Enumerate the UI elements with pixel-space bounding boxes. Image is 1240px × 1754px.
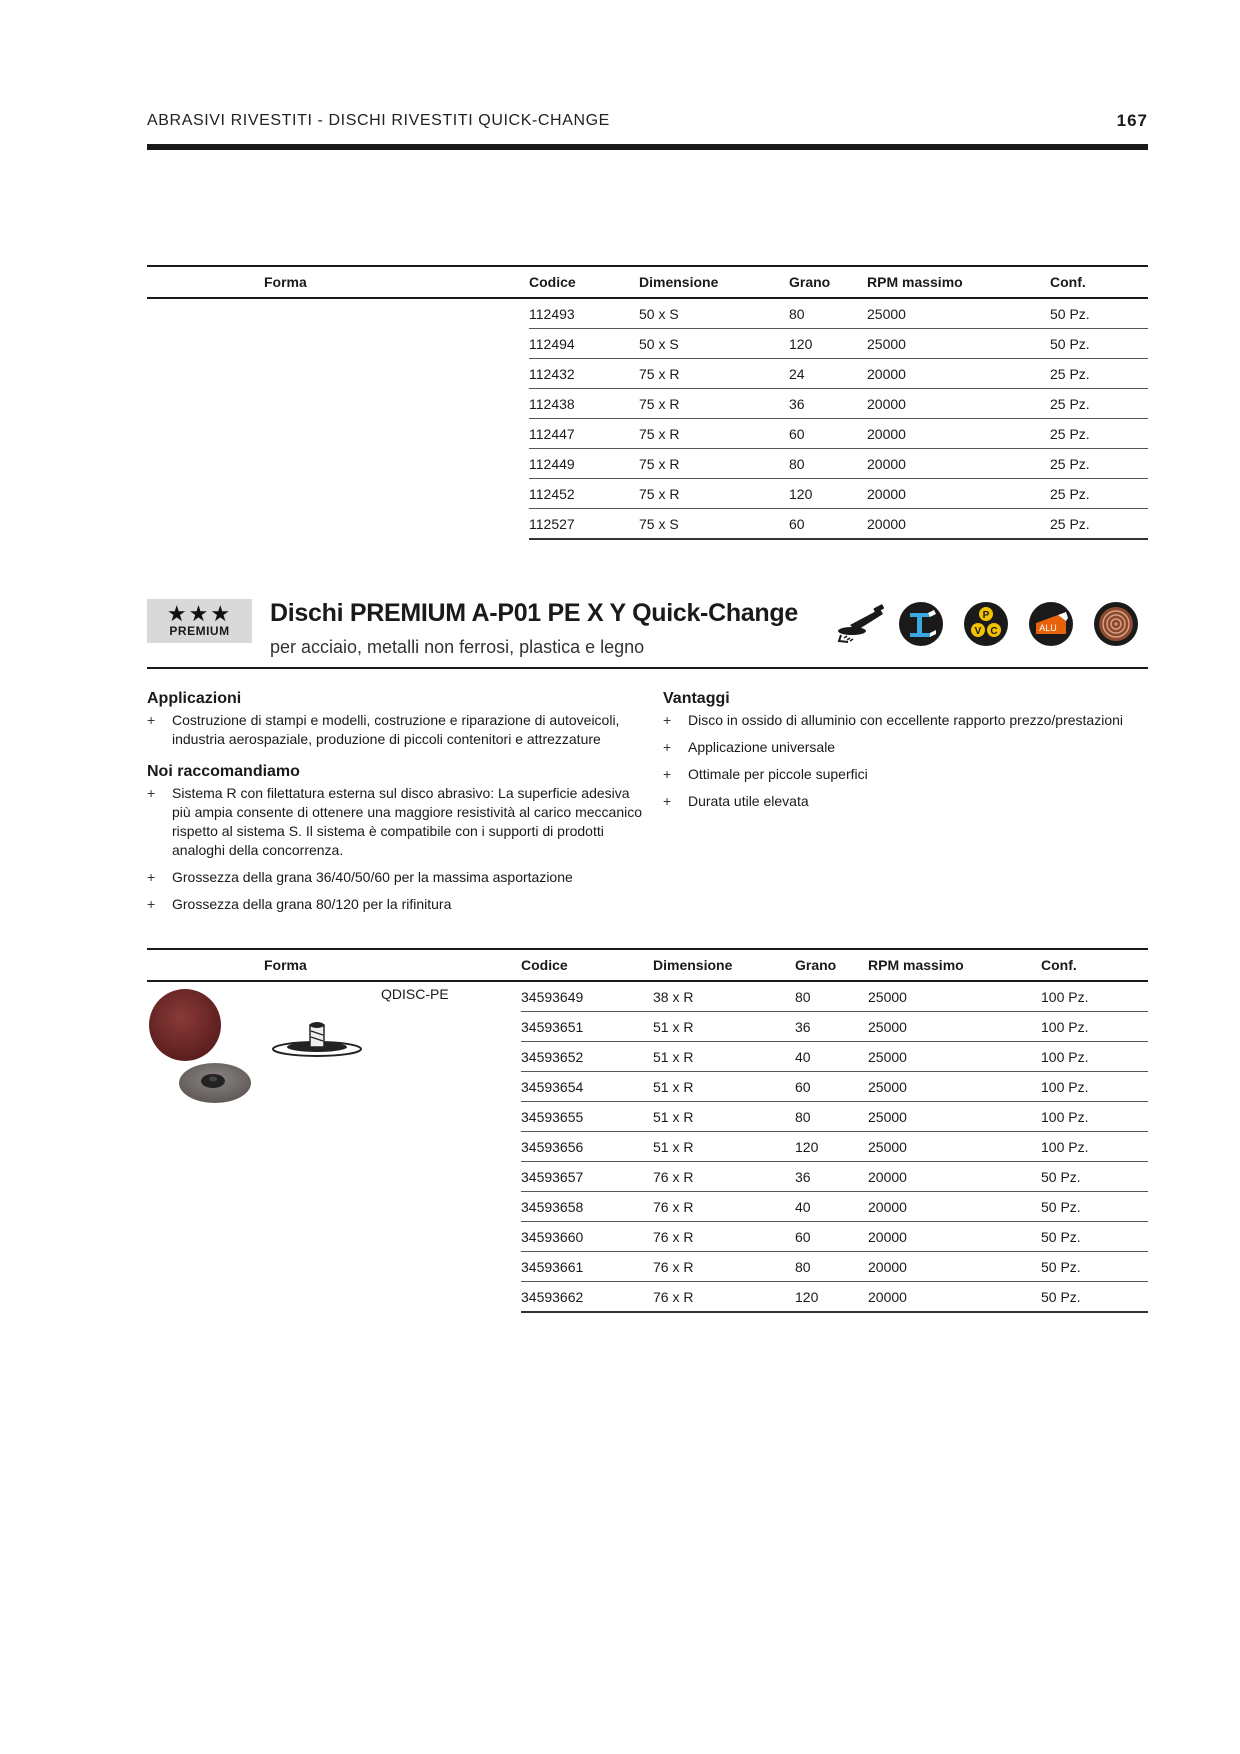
cell-dimensione: 76 x R bbox=[653, 1162, 795, 1192]
cell-rpm: 25000 bbox=[868, 1042, 1041, 1072]
cell-conf: 50 Pz. bbox=[1041, 1222, 1148, 1252]
product-subtitle: per acciaio, metalli non ferrosi, plastica e legno bbox=[270, 637, 645, 657]
cell-rpm: 20000 bbox=[867, 419, 1050, 449]
col-forma: Forma bbox=[147, 266, 529, 298]
list-item: + Ottimale per piccole superfici bbox=[663, 765, 1163, 784]
wood-icon bbox=[1093, 601, 1139, 647]
cell-grano: 80 bbox=[795, 1102, 868, 1132]
cell-rpm: 20000 bbox=[867, 479, 1050, 509]
cell-dimensione: 75 x S bbox=[639, 509, 789, 540]
cell-grano: 120 bbox=[789, 479, 867, 509]
cell-grano: 80 bbox=[795, 981, 868, 1012]
cell-codice: 34593662 bbox=[521, 1282, 653, 1313]
col-forma: Forma bbox=[147, 949, 521, 981]
cell-grano: 24 bbox=[789, 359, 867, 389]
cell-rpm: 20000 bbox=[867, 509, 1050, 540]
cell-conf: 50 Pz. bbox=[1041, 1162, 1148, 1192]
cell-rpm: 25000 bbox=[868, 1012, 1041, 1042]
header-rule bbox=[147, 144, 1148, 150]
cell-rpm: 20000 bbox=[867, 389, 1050, 419]
alu-label: ALU bbox=[1039, 623, 1057, 633]
cell-conf: 25 Pz. bbox=[1050, 359, 1148, 389]
pvc-letter-p: P bbox=[982, 610, 990, 621]
col-codice: Codice bbox=[521, 949, 653, 981]
right-column bbox=[663, 690, 1163, 819]
aluminium-icon bbox=[1028, 601, 1074, 647]
cell-codice: 34593658 bbox=[521, 1192, 653, 1222]
cell-codice: 34593649 bbox=[521, 981, 653, 1012]
cell-dimensione: 75 x R bbox=[639, 419, 789, 449]
cell-grano: 60 bbox=[789, 509, 867, 540]
cell-rpm: 25000 bbox=[868, 981, 1041, 1012]
cell-rpm: 20000 bbox=[868, 1162, 1041, 1192]
cell-codice: 112432 bbox=[529, 359, 639, 389]
cell-codice: 34593657 bbox=[521, 1162, 653, 1192]
cell-grano: 80 bbox=[789, 298, 867, 329]
premium-badge bbox=[147, 599, 252, 643]
cell-grano: 40 bbox=[795, 1192, 868, 1222]
cell-grano: 120 bbox=[795, 1282, 868, 1313]
col-rpm: RPM massimo bbox=[867, 266, 1050, 298]
cell-grano: 60 bbox=[795, 1222, 868, 1252]
cell-conf: 100 Pz. bbox=[1041, 1012, 1148, 1042]
cell-conf: 50 Pz. bbox=[1041, 1252, 1148, 1282]
cell-codice: 112438 bbox=[529, 389, 639, 419]
raccomandiamo-list bbox=[147, 784, 652, 914]
table-row bbox=[147, 981, 1148, 1012]
col-conf: Conf. bbox=[1041, 949, 1148, 981]
cell-dimensione: 51 x R bbox=[653, 1132, 795, 1162]
cell-codice: 34593656 bbox=[521, 1132, 653, 1162]
cell-dimensione: 75 x R bbox=[639, 479, 789, 509]
applicazioni-heading: Applicazioni bbox=[147, 690, 242, 707]
cell-dimensione: 51 x R bbox=[653, 1072, 795, 1102]
cell-grano: 60 bbox=[795, 1072, 868, 1102]
cell-grano: 36 bbox=[795, 1012, 868, 1042]
cell-codice: 112494 bbox=[529, 329, 639, 359]
cell-rpm: 20000 bbox=[868, 1222, 1041, 1252]
cell-codice: 112447 bbox=[529, 419, 639, 449]
cell-conf: 100 Pz. bbox=[1041, 1102, 1148, 1132]
cell-codice: 34593660 bbox=[521, 1222, 653, 1252]
cell-rpm: 20000 bbox=[868, 1282, 1041, 1313]
cell-conf: 25 Pz. bbox=[1050, 509, 1148, 540]
product-table-2 bbox=[147, 948, 1148, 1313]
col-rpm: RPM massimo bbox=[868, 949, 1041, 981]
cell-rpm: 20000 bbox=[868, 1252, 1041, 1282]
col-conf: Conf. bbox=[1050, 266, 1148, 298]
vantaggi-heading: Vantaggi bbox=[663, 690, 730, 707]
cell-conf: 25 Pz. bbox=[1050, 449, 1148, 479]
list-item: + Durata utile elevata bbox=[663, 792, 1163, 811]
col-dimensione: Dimensione bbox=[653, 949, 795, 981]
product-rule bbox=[147, 667, 1148, 669]
cell-grano: 80 bbox=[795, 1252, 868, 1282]
cell-rpm: 25000 bbox=[868, 1072, 1041, 1102]
cell-codice: 112449 bbox=[529, 449, 639, 479]
list-item: + Costruzione di stampi e modelli, costruzione e riparazione di autoveicoli, industria aerospaziale, produzione di piccoli contenitori e attrezzature bbox=[147, 711, 652, 749]
cell-rpm: 20000 bbox=[867, 359, 1050, 389]
cell-grano: 40 bbox=[795, 1042, 868, 1072]
qdisc-holder-image bbox=[270, 1017, 365, 1062]
vantaggi-list bbox=[663, 711, 1163, 811]
product-table-1 bbox=[147, 265, 1148, 540]
cell-codice: 34593654 bbox=[521, 1072, 653, 1102]
cell-codice: 112452 bbox=[529, 479, 639, 509]
cell-dimensione: 50 x S bbox=[639, 329, 789, 359]
header-title: ABRASIVI RIVESTITI - DISCHI RIVESTITI QUICK-CHANGE bbox=[147, 112, 610, 129]
cell-dimensione: 51 x R bbox=[653, 1012, 795, 1042]
cell-dimensione: 76 x R bbox=[653, 1192, 795, 1222]
cell-rpm: 20000 bbox=[867, 449, 1050, 479]
product-title: Dischi PREMIUM A-P01 PE X Y Quick-Change bbox=[270, 599, 798, 627]
cell-conf: 100 Pz. bbox=[1041, 1042, 1148, 1072]
cell-rpm: 20000 bbox=[868, 1192, 1041, 1222]
cell-codice: 34593651 bbox=[521, 1012, 653, 1042]
cell-grano: 36 bbox=[789, 389, 867, 419]
list-item: + Grossezza della grana 80/120 per la rifinitura bbox=[147, 895, 652, 914]
steel-icon bbox=[898, 601, 944, 647]
cell-grano: 60 bbox=[789, 419, 867, 449]
col-codice: Codice bbox=[529, 266, 639, 298]
cell-conf: 25 Pz. bbox=[1050, 479, 1148, 509]
cell-grano: 120 bbox=[795, 1132, 868, 1162]
cell-codice: 34593652 bbox=[521, 1042, 653, 1072]
cell-conf: 100 Pz. bbox=[1041, 981, 1148, 1012]
cell-codice: 34593655 bbox=[521, 1102, 653, 1132]
cell-grano: 80 bbox=[789, 449, 867, 479]
cell-rpm: 25000 bbox=[868, 1102, 1041, 1132]
pvc-letter-c: C bbox=[990, 626, 998, 637]
cell-rpm: 25000 bbox=[867, 329, 1050, 359]
cell-dimensione: 75 x R bbox=[639, 449, 789, 479]
cell-codice: 112527 bbox=[529, 509, 639, 540]
table-row bbox=[147, 298, 1148, 329]
premium-stars: ★★★ bbox=[166, 601, 233, 626]
cell-grano: 36 bbox=[795, 1162, 868, 1192]
cell-dimensione: 75 x R bbox=[639, 359, 789, 389]
cell-codice: 112493 bbox=[529, 298, 639, 329]
cell-rpm: 25000 bbox=[868, 1132, 1041, 1162]
page-number: 167 bbox=[1116, 111, 1148, 130]
col-dimensione: Dimensione bbox=[639, 266, 789, 298]
list-item: + Sistema R con filettatura esterna sul disco abrasivo: La superficie adesiva più ampia consente di ottenere una maggiore resistività al carico meccanico rispetto al sistema S. Il sistema è compatibile con i supporti di prodotti analoghi della concorrenza. bbox=[147, 784, 652, 860]
cell-codice: 34593661 bbox=[521, 1252, 653, 1282]
premium-label: PREMIUM bbox=[169, 624, 230, 638]
cell-conf: 50 Pz. bbox=[1050, 329, 1148, 359]
cell-conf: 25 Pz. bbox=[1050, 389, 1148, 419]
cell-dimensione: 51 x R bbox=[653, 1102, 795, 1132]
forma-cell bbox=[147, 981, 521, 1312]
list-item: + Disco in ossido di alluminio con eccellente rapporto prezzo/prestazioni bbox=[663, 711, 1163, 730]
cell-grano: 120 bbox=[789, 329, 867, 359]
list-item: + Applicazione universale bbox=[663, 738, 1163, 757]
cell-dimensione: 38 x R bbox=[653, 981, 795, 1012]
table-header-row bbox=[147, 266, 1148, 298]
cell-dimensione: 75 x R bbox=[639, 389, 789, 419]
cell-dimensione: 76 x R bbox=[653, 1222, 795, 1252]
cell-conf: 100 Pz. bbox=[1041, 1132, 1148, 1162]
pvc-letter-v: V bbox=[974, 626, 982, 637]
cell-conf: 50 Pz. bbox=[1041, 1192, 1148, 1222]
cell-conf: 50 Pz. bbox=[1050, 298, 1148, 329]
forma-label: QDISC-PE bbox=[381, 986, 449, 1002]
col-grano: Grano bbox=[795, 949, 868, 981]
cell-dimensione: 76 x R bbox=[653, 1252, 795, 1282]
pvc-icon bbox=[963, 601, 1009, 647]
abrasive-disc-image bbox=[147, 987, 257, 1107]
cell-conf: 100 Pz. bbox=[1041, 1072, 1148, 1102]
left-column bbox=[147, 690, 652, 922]
col-grano: Grano bbox=[789, 266, 867, 298]
angle-grinder-icon bbox=[836, 601, 886, 647]
raccomandiamo-heading: Noi raccomandiamo bbox=[147, 763, 300, 780]
cell-rpm: 25000 bbox=[867, 298, 1050, 329]
cell-dimensione: 50 x S bbox=[639, 298, 789, 329]
applicazioni-list bbox=[147, 711, 652, 749]
table-header-row bbox=[147, 949, 1148, 981]
cell-dimensione: 76 x R bbox=[653, 1282, 795, 1313]
forma-cell bbox=[147, 298, 529, 539]
cell-conf: 25 Pz. bbox=[1050, 419, 1148, 449]
cell-dimensione: 51 x R bbox=[653, 1042, 795, 1072]
cell-conf: 50 Pz. bbox=[1041, 1282, 1148, 1313]
list-item: + Grossezza della grana 36/40/50/60 per la massima asportazione bbox=[147, 868, 652, 887]
